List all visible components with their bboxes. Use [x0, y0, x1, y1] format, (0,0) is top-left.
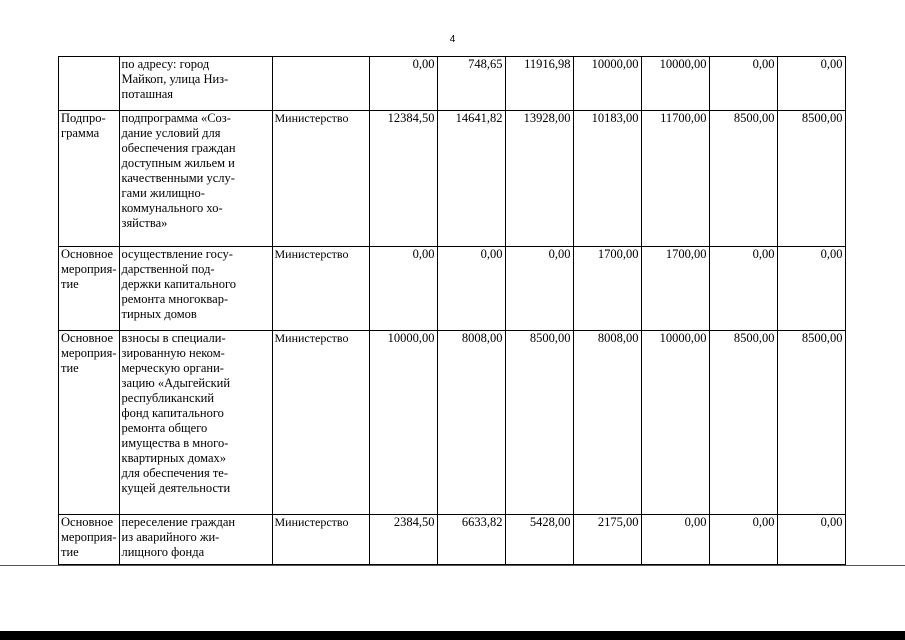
- row-type-line: мероприя-: [61, 530, 117, 544]
- row-executor-cell: Министерство: [272, 515, 369, 565]
- scan-bottom-edge: [0, 631, 905, 640]
- row-name-line: подпрограмма «Соз-: [121, 111, 231, 125]
- row-name-line: дание условий для: [121, 126, 221, 140]
- row-name-line: имущества в много-: [121, 436, 229, 450]
- row-name-line: республиканский: [121, 391, 215, 405]
- row-name-line: квартирных домах»: [121, 451, 227, 465]
- budget-table: [58, 56, 846, 565]
- value-cell: 1700,00: [641, 247, 709, 331]
- value-cell: 0,00: [777, 515, 845, 565]
- value-cell: 2175,00: [573, 515, 641, 565]
- row-type-line: Основное: [61, 331, 114, 345]
- row-name-line: ремонта многоквар-: [121, 292, 229, 306]
- value-cell: 0,00: [369, 57, 437, 111]
- row-executor-cell: Министерство: [272, 247, 369, 331]
- row-name-line: гами жилищно-: [121, 186, 205, 200]
- row-name-line: зяйства»: [121, 216, 168, 230]
- table-row: [59, 515, 846, 565]
- value-cell: 0,00: [437, 247, 505, 331]
- value-cell: 11700,00: [641, 111, 709, 247]
- row-name-line: из аварийного жи-: [121, 530, 220, 544]
- value-cell: 0,00: [709, 57, 777, 111]
- value-cell: 2384,50: [369, 515, 437, 565]
- value-cell: 13928,00: [505, 111, 573, 247]
- row-name-cell: [119, 331, 272, 515]
- row-name-line: доступным жильем и: [121, 156, 235, 170]
- value-cell: 0,00: [505, 247, 573, 331]
- value-cell: 5428,00: [505, 515, 573, 565]
- value-cell: 748,65: [437, 57, 505, 111]
- value-cell: 6633,82: [437, 515, 505, 565]
- row-name-line: поташная: [121, 87, 174, 101]
- scan-artifact-line: [0, 565, 905, 566]
- row-name-line: взносы в специали-: [121, 331, 226, 345]
- row-name-cell: [119, 111, 272, 247]
- table-row: [59, 111, 846, 247]
- row-type-line: тие: [61, 277, 79, 291]
- value-cell: 8500,00: [709, 111, 777, 247]
- value-cell: 0,00: [641, 515, 709, 565]
- row-executor-cell: [272, 57, 369, 111]
- row-name-line: осуществление госу-: [121, 247, 233, 261]
- value-cell: 10183,00: [573, 111, 641, 247]
- row-name-cell: [119, 515, 272, 565]
- row-name-line: переселение граждан: [121, 515, 236, 529]
- row-type-line: мероприя-: [61, 346, 117, 360]
- row-type-cell: [59, 247, 120, 331]
- row-name-line: зацию «Адыгейский: [121, 376, 231, 390]
- value-cell: 0,00: [709, 247, 777, 331]
- row-name-cell: [119, 247, 272, 331]
- value-cell: 10000,00: [369, 331, 437, 515]
- row-type-cell: [59, 331, 120, 515]
- row-name-cell: [119, 57, 272, 111]
- row-name-line: Майкоп, улица Низ-: [121, 72, 229, 86]
- value-cell: 8500,00: [777, 331, 845, 515]
- value-cell: 12384,50: [369, 111, 437, 247]
- row-name-line: по адресу: город: [121, 57, 210, 71]
- value-cell: 0,00: [777, 57, 845, 111]
- value-cell: 8500,00: [505, 331, 573, 515]
- value-cell: 10000,00: [573, 57, 641, 111]
- page-number: 4: [449, 34, 456, 45]
- value-cell: 14641,82: [437, 111, 505, 247]
- value-cell: 1700,00: [573, 247, 641, 331]
- value-cell: 8008,00: [437, 331, 505, 515]
- row-name-line: тирных домов: [121, 307, 197, 321]
- value-cell: 8500,00: [777, 111, 845, 247]
- row-type-line: Подпро-: [61, 111, 106, 125]
- row-type-line: тие: [61, 361, 79, 375]
- row-name-line: мерческую органи-: [121, 361, 224, 375]
- row-name-line: держки капитального: [121, 277, 237, 291]
- value-cell: 10000,00: [641, 57, 709, 111]
- row-type-line: тие: [61, 545, 79, 559]
- row-type-cell: [59, 111, 120, 247]
- row-name-line: лищного фонда: [121, 545, 205, 559]
- row-name-line: зированную неком-: [121, 346, 225, 360]
- value-cell: 8008,00: [573, 331, 641, 515]
- row-name-line: кущей деятельности: [121, 481, 231, 495]
- row-name-line: дарственной под-: [121, 262, 215, 276]
- value-cell: 0,00: [709, 515, 777, 565]
- row-name-line: фонд капитального: [121, 406, 224, 420]
- value-cell: 0,00: [369, 247, 437, 331]
- row-name-line: ремонта общего: [121, 421, 208, 435]
- row-name-line: коммунального хо-: [121, 201, 223, 215]
- value-cell: 8500,00: [709, 331, 777, 515]
- table-body: [59, 57, 846, 565]
- value-cell: 0,00: [777, 247, 845, 331]
- row-name-line: качественными услу-: [121, 171, 235, 185]
- row-type-line: Основное: [61, 515, 114, 529]
- value-cell: 10000,00: [641, 331, 709, 515]
- row-type-line: грамма: [61, 126, 100, 140]
- row-name-line: обеспечения граждан: [121, 141, 236, 155]
- table-row: [59, 247, 846, 331]
- row-type-cell: [59, 57, 120, 111]
- row-name-line: для обеспечения те-: [121, 466, 229, 480]
- table-row: [59, 57, 846, 111]
- value-cell: 11916,98: [505, 57, 573, 111]
- row-executor-cell: Министерство: [272, 331, 369, 515]
- table-row: [59, 331, 846, 515]
- row-type-line: мероприя-: [61, 262, 117, 276]
- row-type-cell: [59, 515, 120, 565]
- row-type-line: Основное: [61, 247, 114, 261]
- row-executor-cell: Министерство: [272, 111, 369, 247]
